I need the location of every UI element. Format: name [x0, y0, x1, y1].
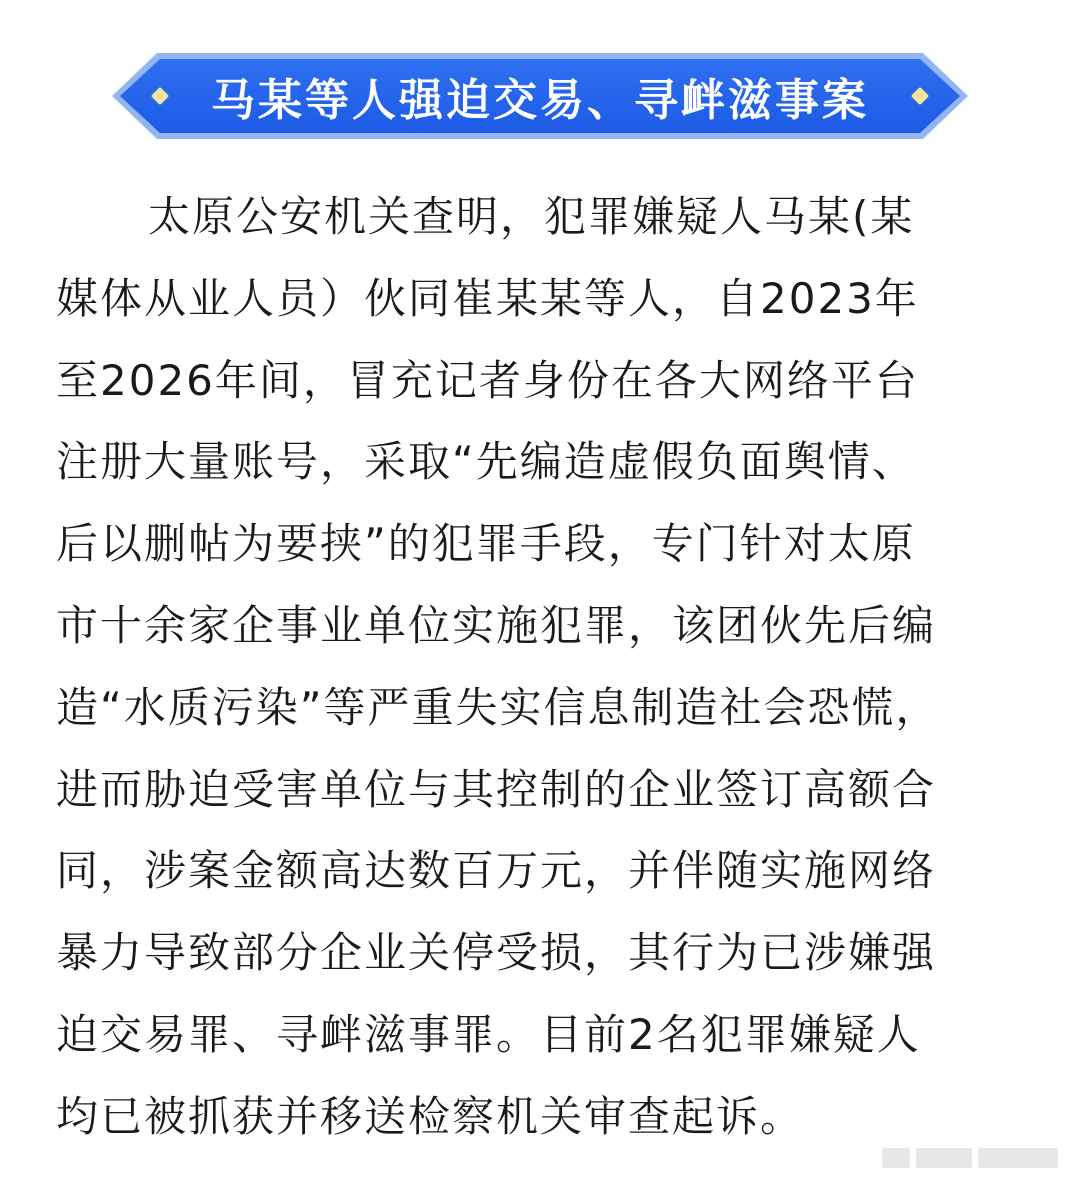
paragraph-line: 同，涉案金额高达数百万元，并伴随实施网络: [56, 846, 937, 896]
paragraph-line: 均已被抓获并移送检察机关审查起诉。: [56, 1091, 805, 1141]
banner-title: 马某等人强迫交易、寻衅滋事案: [211, 75, 869, 126]
paragraph-line: 注册大量账号，采取“先编造虚假负面舆情、: [56, 437, 916, 487]
paragraph-line: 暴力导致部分企业关停受损，其行为已涉嫌强: [56, 928, 937, 978]
watermark: [882, 1147, 1058, 1169]
paragraph-line: 进而胁迫受害单位与其控制的企业签订高额合: [56, 764, 937, 814]
paragraph-line: 媒体从业人员）伙同崔某某等人，自2023年: [56, 273, 919, 323]
title-banner: [112, 53, 968, 139]
paragraph-line: 造“水质污染”等严重失实信息制造社会恐慌，: [56, 682, 940, 732]
paragraph-line: 至2026年间，冒充记者身份在各大网络平台: [56, 355, 919, 405]
paragraph-line: 市十余家企事业单位实施犯罪，该团伙先后编: [56, 600, 937, 650]
paragraph-line: 后以删帖为要挟”的犯罪手段，专门针对太原: [56, 519, 916, 569]
paragraph-line: 迫交易罪、寻衅滋事罪。目前2名犯罪嫌疑人: [56, 1009, 921, 1059]
case-paragraph: [56, 176, 1024, 1158]
paragraph-line: 太原公安机关查明，犯罪嫌疑人马某(某: [148, 192, 915, 241]
